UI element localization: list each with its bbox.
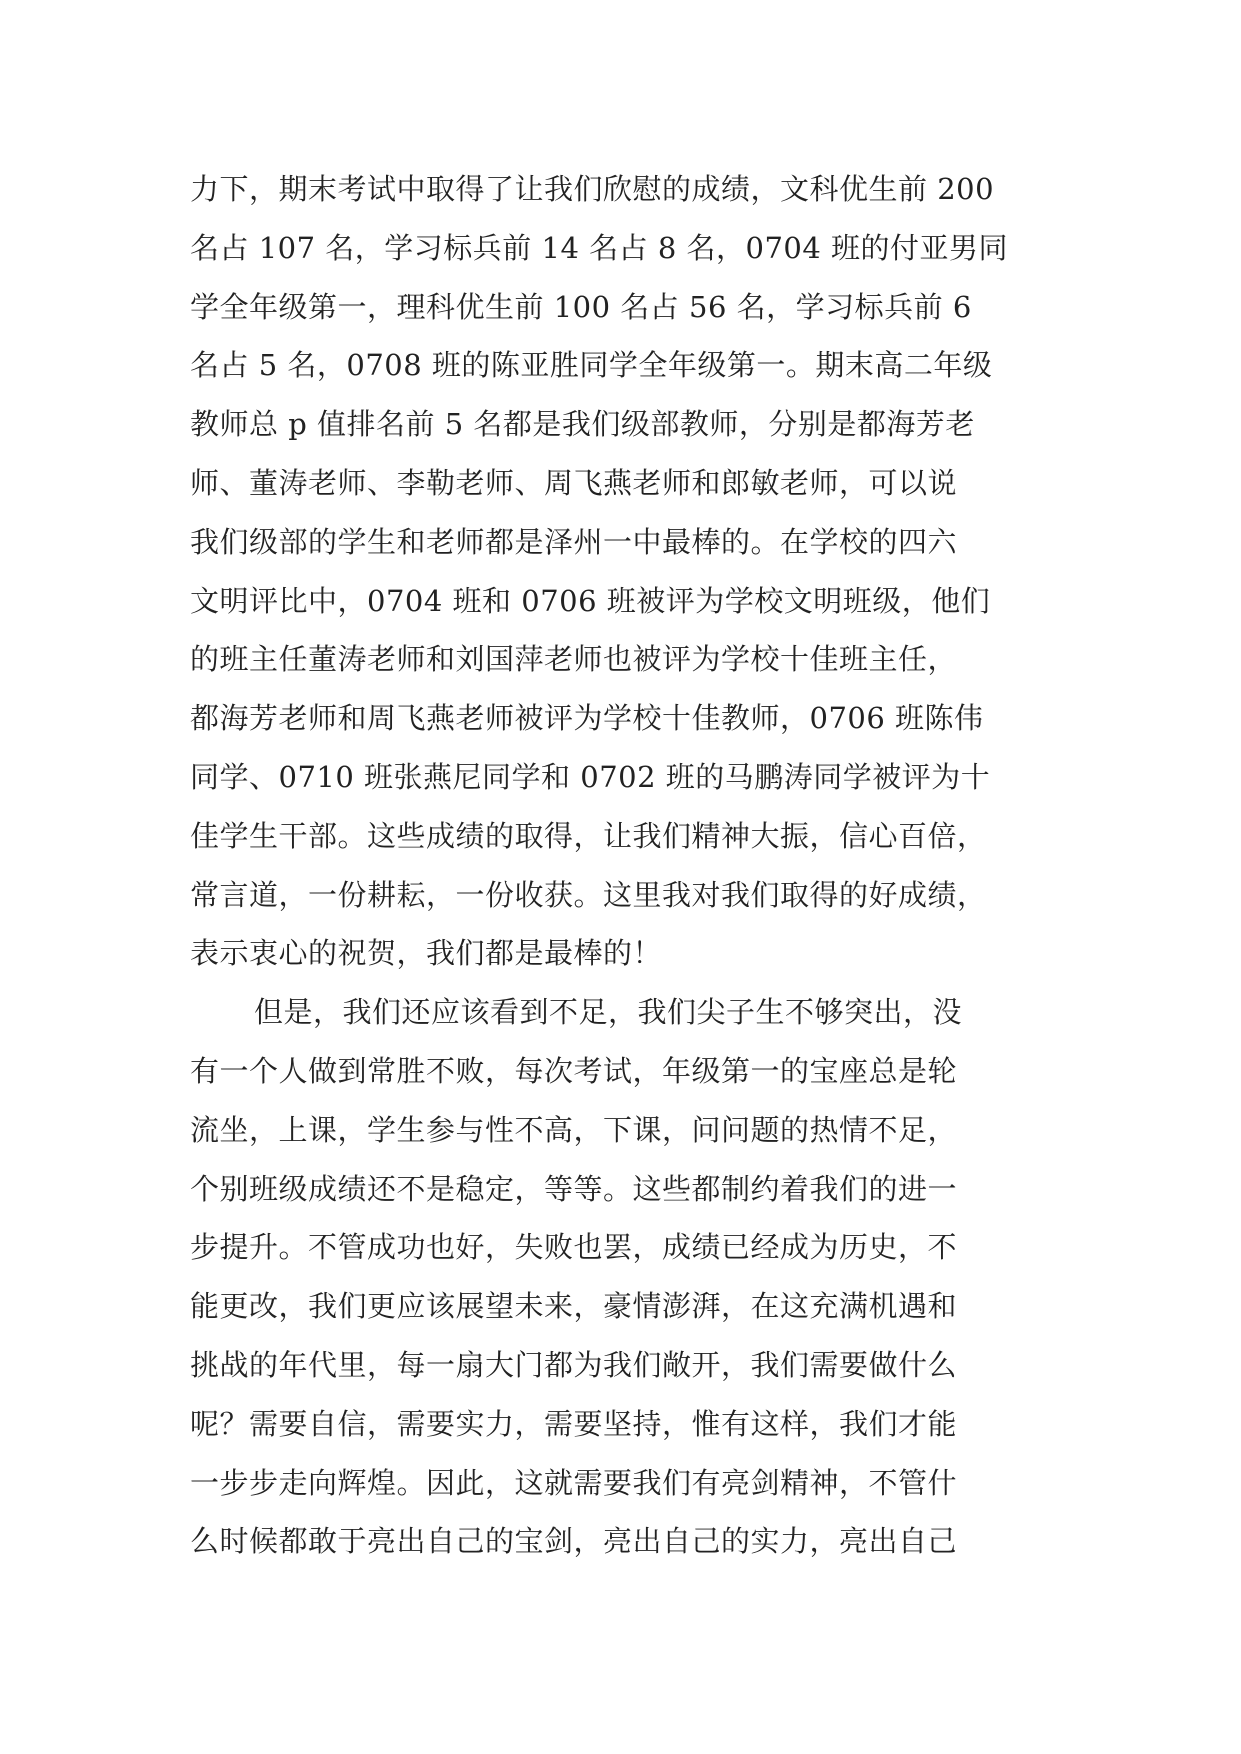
text-line: 的班主任董涛老师和刘国萍老师也被评为学校十佳班主任， [190,642,958,677]
text-line: 名占 5 名，0708 班的陈亚胜同学全年级第一。期末高二年级 [190,348,993,383]
text-line: 学全年级第一，理科优生前 100 名占 56 名，学习标兵前 6 [190,289,972,324]
text-line: 个别班级成绩还不是稳定，等等。这些都制约着我们的进一 [190,1171,958,1206]
paragraph-2 [190,983,1070,1571]
text-line: 都海芳老师和周飞燕老师被评为学校十佳教师，0706 班陈伟 [190,701,984,736]
text-line-first-indented: 但是，我们还应该看到不足，我们尖子生不够突出，没 [254,995,963,1030]
text-line: 表示衷心的祝贺，我们都是最棒的！ [190,936,663,971]
text-line: 挑战的年代里，每一扇大门都为我们敞开，我们需要做什么 [190,1347,958,1382]
body-text [190,160,1070,1571]
text-line: 步提升。不管成功也好，失败也罢，成绩已经成为历史，不 [190,1230,958,1265]
paragraph-1 [190,160,1070,983]
text-line: 流坐，上课，学生参与性不高，下课，问问题的热情不足， [190,1112,958,1147]
text-line: 力下，期末考试中取得了让我们欣慰的成绩，文科优生前 200 [190,172,995,206]
text-line: 一步步走向辉煌。因此，这就需要我们有亮剑精神，不管什 [190,1465,958,1500]
text-line: 有一个人做到常胜不败，每次考试，年级第一的宝座总是轮 [190,1053,958,1088]
text-line: 么时候都敢于亮出自己的宝剑，亮出自己的实力，亮出自己 [190,1524,958,1559]
text-line: 能更改，我们更应该展望未来，豪情澎湃，在这充满机遇和 [190,1289,958,1324]
text-line: 文明评比中，0704 班和 0706 班被评为学校文明班级，他们 [190,583,991,618]
text-line: 佳学生干部。这些成绩的取得，让我们精神大振，信心百倍， [190,818,987,853]
text-line: 名占 107 名，学习标兵前 14 名占 8 名，0704 班的付亚男同 [190,230,1009,265]
text-line: 呢？需要自信，需要实力，需要坚持，惟有这样，我们才能 [190,1406,958,1441]
text-line: 常言道，一份耕耘，一份收获。这里我对我们取得的好成绩， [190,877,987,912]
text-line: 师、董涛老师、李勒老师、周飞燕老师和郎敏老师，可以说 [190,465,958,500]
text-line: 我们级部的学生和老师都是泽州一中最棒的。在学校的四六 [190,524,958,559]
text-line: 教师总 p 值排名前 5 名都是我们级部教师，分别是都海芳老 [190,407,975,442]
text-line: 同学、0710 班张燕尼同学和 0702 班的马鹏涛同学被评为十 [190,759,991,794]
